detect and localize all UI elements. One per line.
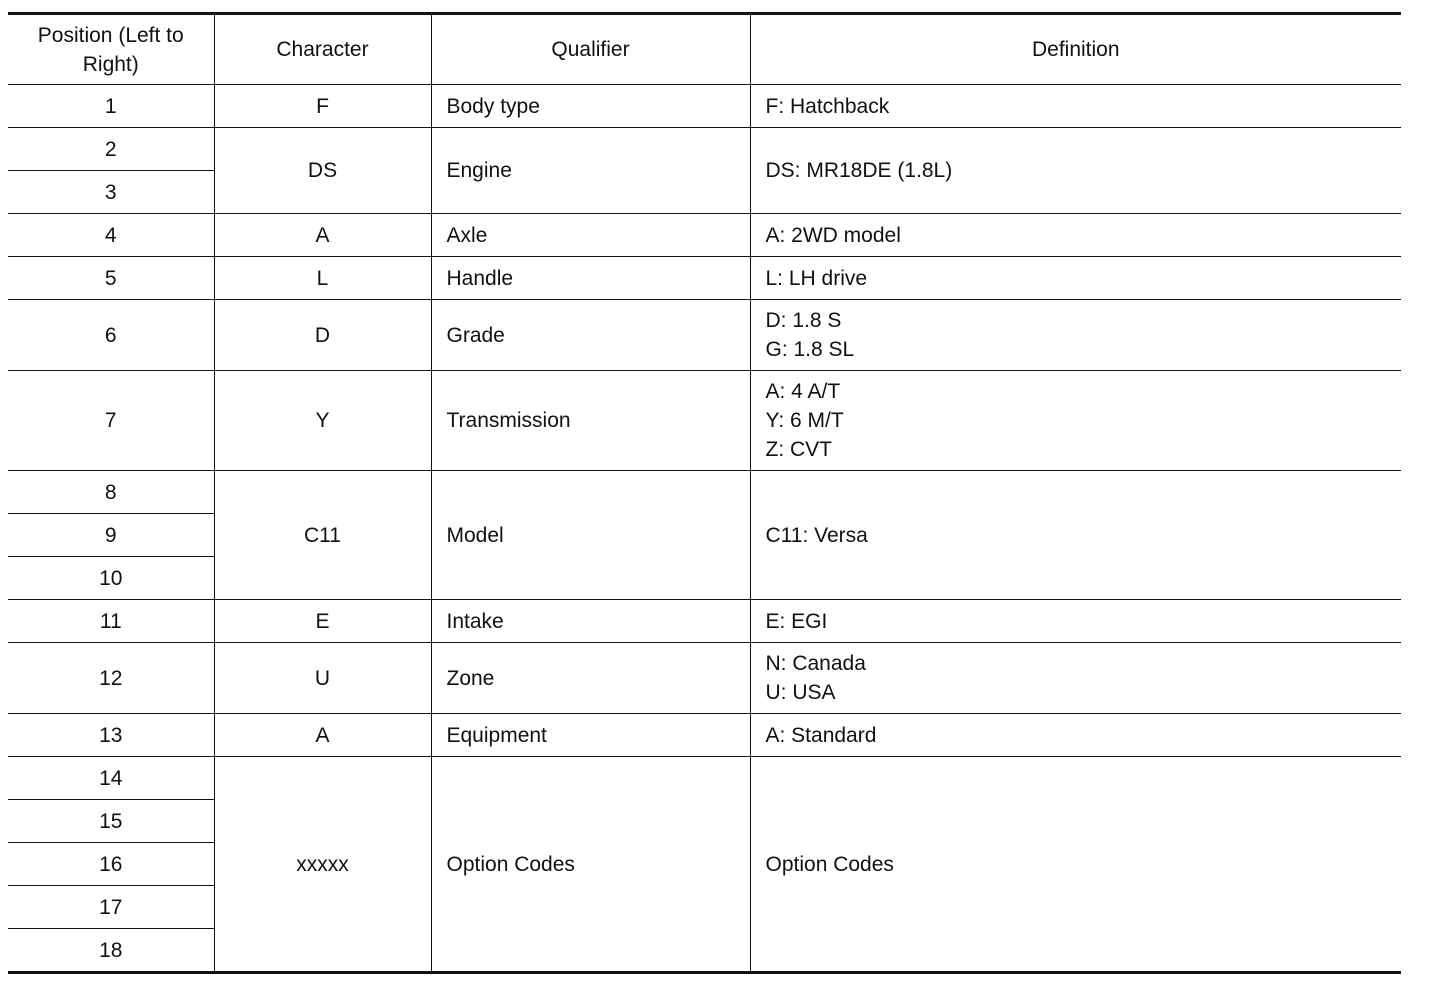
qualifier-cell: Body type — [431, 85, 750, 128]
header-position: Position (Left to Right) — [8, 14, 214, 85]
table-row — [8, 371, 1401, 471]
character-cell: Y — [214, 371, 431, 471]
character-cell: L — [214, 257, 431, 300]
definition-line: N: Canada — [765, 652, 866, 675]
qualifier-cell: Equipment — [431, 714, 750, 757]
definition-cell: A: Standard — [750, 714, 1401, 757]
position-cell: 18 — [8, 929, 214, 973]
table-row — [8, 257, 1401, 300]
header-qualifier: Qualifier — [431, 14, 750, 85]
character-cell: A — [214, 714, 431, 757]
position-cell: 9 — [8, 514, 214, 557]
table-row — [8, 714, 1401, 757]
position-cell: 1 — [8, 85, 214, 128]
vin-decoding-table — [8, 12, 1401, 974]
definition-cell: DS: MR18DE (1.8L) — [750, 128, 1401, 214]
definition-line: U: USA — [765, 681, 836, 704]
definition-cell — [750, 300, 1401, 371]
header-definition: Definition — [750, 14, 1401, 85]
character-cell: C11 — [214, 471, 431, 600]
definition-cell — [750, 643, 1401, 714]
table-row — [8, 214, 1401, 257]
definition-cell: Option Codes — [750, 757, 1401, 973]
position-cell: 6 — [8, 300, 214, 371]
table-row — [8, 128, 1401, 171]
definition-line: Z: CVT — [765, 438, 832, 461]
definition-cell: L: LH drive — [750, 257, 1401, 300]
character-cell: A — [214, 214, 431, 257]
definition-line: G: 1.8 SL — [765, 338, 855, 361]
position-cell: 13 — [8, 714, 214, 757]
character-cell: DS — [214, 128, 431, 214]
qualifier-cell: Grade — [431, 300, 750, 371]
definition-line: D: 1.8 S — [765, 309, 842, 332]
position-cell: 11 — [8, 600, 214, 643]
header-row — [8, 14, 1401, 85]
qualifier-cell: Zone — [431, 643, 750, 714]
definition-cell: F: Hatchback — [750, 85, 1401, 128]
table-row — [8, 471, 1401, 514]
qualifier-cell: Axle — [431, 214, 750, 257]
definition-line: A: 4 A/T — [765, 380, 841, 403]
qualifier-cell: Intake — [431, 600, 750, 643]
character-cell: U — [214, 643, 431, 714]
definition-cell — [750, 371, 1401, 471]
position-cell: 4 — [8, 214, 214, 257]
qualifier-cell: Model — [431, 471, 750, 600]
qualifier-cell: Transmission — [431, 371, 750, 471]
qualifier-cell: Engine — [431, 128, 750, 214]
definition-line: Y: 6 M/T — [765, 409, 844, 432]
character-cell: xxxxx — [214, 757, 431, 973]
position-cell: 2 — [8, 128, 214, 171]
position-cell: 10 — [8, 557, 214, 600]
table-row — [8, 757, 1401, 800]
position-cell: 17 — [8, 886, 214, 929]
position-cell: 12 — [8, 643, 214, 714]
table-row — [8, 643, 1401, 714]
position-cell: 14 — [8, 757, 214, 800]
character-cell: D — [214, 300, 431, 371]
table-row — [8, 85, 1401, 128]
header-character: Character — [214, 14, 431, 85]
character-cell: F — [214, 85, 431, 128]
table-row — [8, 600, 1401, 643]
position-cell: 15 — [8, 800, 214, 843]
position-cell: 7 — [8, 371, 214, 471]
definition-cell: E: EGI — [750, 600, 1401, 643]
character-cell: E — [214, 600, 431, 643]
position-cell: 16 — [8, 843, 214, 886]
position-cell: 3 — [8, 171, 214, 214]
position-cell: 8 — [8, 471, 214, 514]
position-cell: 5 — [8, 257, 214, 300]
definition-cell: C11: Versa — [750, 471, 1401, 600]
qualifier-cell: Handle — [431, 257, 750, 300]
definition-cell: A: 2WD model — [750, 214, 1401, 257]
qualifier-cell: Option Codes — [431, 757, 750, 973]
table-row — [8, 300, 1401, 371]
